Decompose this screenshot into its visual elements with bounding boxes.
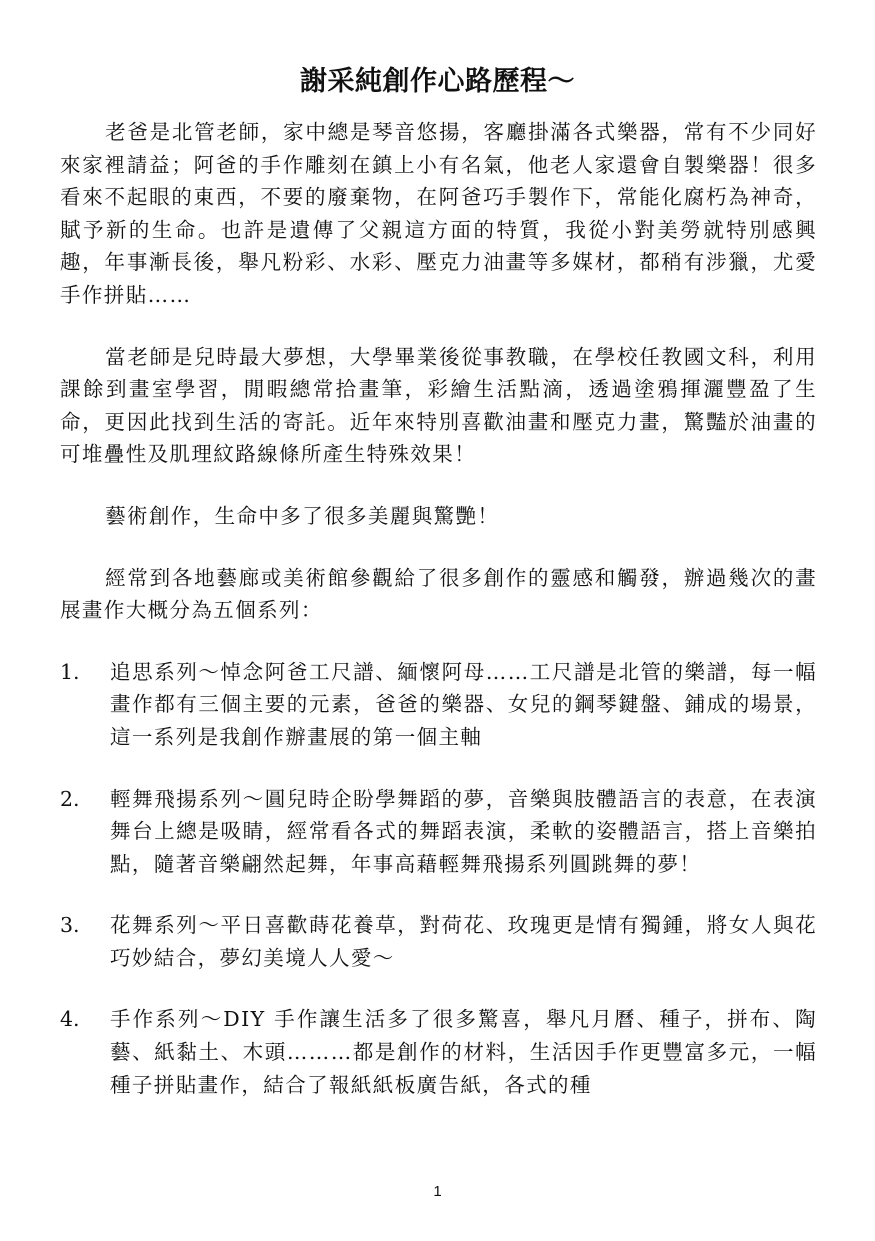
list-item-number: 1. [60,659,80,684]
paragraph-teacher: 當老師是兒時最大夢想，大學畢業後從事教職，在學校任教國文科，利用課餘到畫室學習，閒暇總常拾畫筆，彩繪生活點滴，透過塗鴉揮灑豐盈了生命，更因此找到生活的寄託。近年來特別喜歡油畫和壓克力畫，驚豔於油畫的可堆疊性及肌理紋路線條所產生特殊效果！ [60,344,817,467]
paragraph-exhibitions: 經常到各地藝廊或美術館參觀給了很多創作的靈感和觸發，辦過幾次的畫展畫作大概分為五個系列： [60,565,817,623]
list-item-number: 2. [60,786,80,811]
list-item-text: 追思系列～悼念阿爸工尺譜、緬懷阿母……工尺譜是北管的樂譜，每一幅畫作都有三個主要的元素，爸爸的樂器、女兒的鋼琴鍵盤、鋪成的場景，這一系列是我創作辦畫展的第一個主軸 [110,659,817,749]
list-item-text: 輕舞飛揚系列～圓兒時企盼學舞蹈的夢，音樂與肢體語言的表意，在表演舞台上總是吸睛，經常看各式的舞蹈表演，柔軟的姿體語言，搭上音樂拍點，隨著音樂翩然起舞，年事高藉輕舞飛揚系列圓跳舞的夢！ [110,786,817,876]
list-item [60,656,817,754]
series-list [60,656,817,1102]
paragraph-father: 老爸是北管老師，家中總是琴音悠揚，客廳掛滿各式樂器，常有不少同好來家裡請益；阿爸的手作雕刻在鎮上小有名氣，他老人家還會自製樂器！很多看來不起眼的東西，不要的廢棄物，在阿爸巧手製作下，常能化腐朽為神奇，賦予新的生命。也許是遺傳了父親這方面的特質，我從小對美勞就特別感興趣，年事漸長後，舉凡粉彩、水彩、壓克力油畫等多媒材，都稍有涉獵，尤愛手作拼貼…… [60,120,817,307]
list-item-text: 花舞系列～平日喜歡蒔花養草，對荷花、玫瑰更是情有獨鍾，將女人與花巧妙結合，夢幻美境人人愛～ [110,913,817,970]
list-item [60,783,817,881]
page-number: 1 [433,1183,442,1200]
document-title: 謝采純創作心路歷程～ [300,66,575,97]
list-item [60,909,817,974]
paragraph-art-creation: 藝術創作，生命中多了很多美麗與驚艷！ [105,503,500,528]
list-item-number: 3. [60,913,80,938]
list-item-number: 4. [60,1007,80,1032]
document-body [60,116,817,1130]
list-item-text: 手作系列～DIY 手作讓生活多了很多驚喜，舉凡月曆、種子，拼布、陶藝、紙黏土、木頭………都是創作的材料，生活因手作更豐富多元，一幅種子拼貼畫作，結合了報紙紙板廣告紙，各式的種 [110,1007,817,1097]
list-item [60,1003,817,1101]
